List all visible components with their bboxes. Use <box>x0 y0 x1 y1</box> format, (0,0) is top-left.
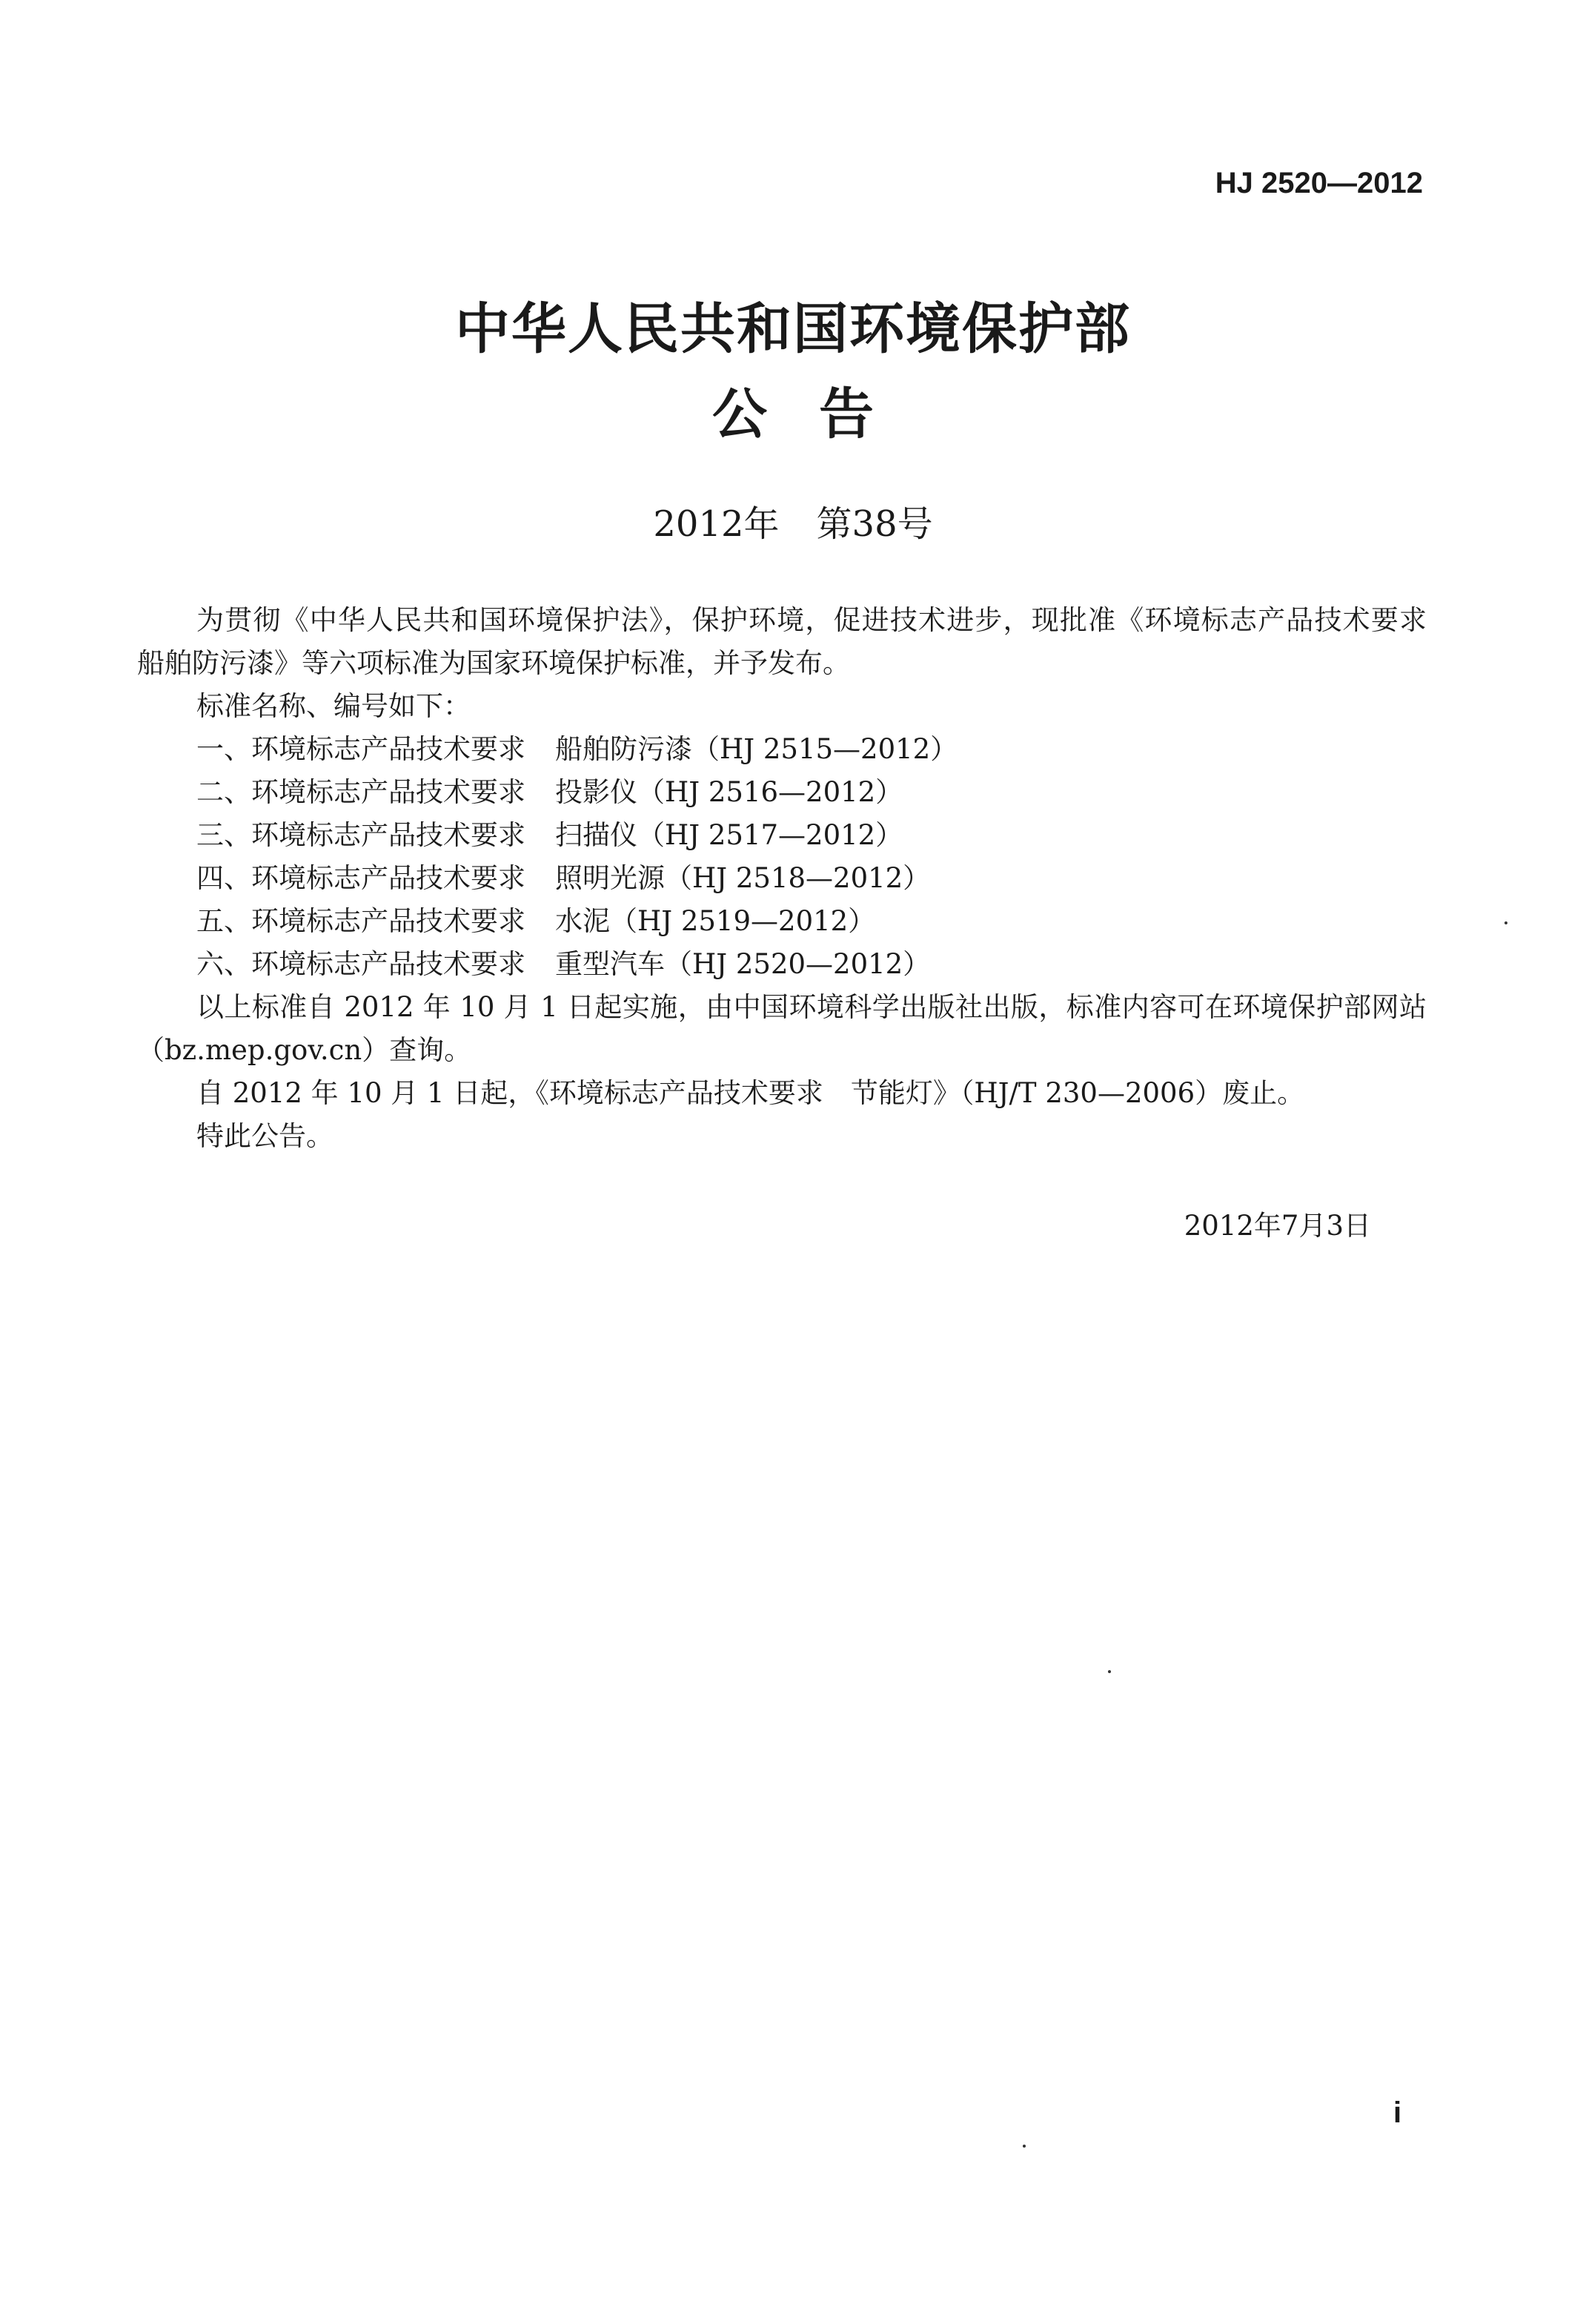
list-item-name: 照明光源（HJ 2518—2012） <box>555 862 931 894</box>
list-item <box>137 943 1427 986</box>
list-item-name: 水泥（HJ 2519—2012） <box>555 905 876 937</box>
issue-sequence: 第38号 <box>816 503 933 545</box>
issue-year: 2012年 <box>653 503 780 545</box>
list-item <box>137 857 1427 900</box>
repeal-paragraph: 自 2012 年 10 月 1 日起，《环境标志产品技术要求 节能灯》（HJ/T 230—2006）废止。 <box>196 1077 1305 1109</box>
list-item-name: 扫描仪（HJ 2517—2012） <box>555 819 903 851</box>
implementation-paragraph: 以上标准自 2012 年 10 月 1 日起实施，由中国环境科学出版社出版，标准内容可在环境保护部网站（bz.mep.gov.cn）查询。 <box>137 991 1427 1066</box>
list-item <box>137 900 1427 943</box>
list-item-prefix: 六、环境标志产品技术要求 <box>196 948 525 980</box>
list-item-prefix: 四、环境标志产品技术要求 <box>196 862 525 894</box>
list-item-name: 船舶防污漆（HJ 2515—2012） <box>555 733 958 765</box>
list-item <box>137 728 1427 771</box>
scan-speck <box>1108 1670 1111 1673</box>
list-item-prefix: 一、环境标志产品技术要求 <box>196 733 525 765</box>
list-item-prefix: 二、环境标志产品技术要求 <box>196 776 525 808</box>
issue-number <box>0 495 1586 546</box>
list-item-name: 重型汽车（HJ 2520—2012） <box>555 948 931 980</box>
list-item-name: 投影仪（HJ 2516—2012） <box>555 776 903 808</box>
list-item <box>137 771 1427 814</box>
scan-speck <box>1504 921 1507 924</box>
closing-line: 特此公告。 <box>196 1120 334 1152</box>
list-item-prefix: 五、环境标志产品技术要求 <box>196 905 525 937</box>
document-type: 公告 <box>712 383 926 446</box>
issue-date: 2012年7月3日 <box>1184 1210 1371 1242</box>
page-title: 中华人民共和国环境保护部 <box>455 297 1131 361</box>
list-heading: 标准名称、编号如下： <box>196 690 471 722</box>
page-number: i <box>1393 2096 1402 2129</box>
list-item-prefix: 三、环境标志产品技术要求 <box>196 819 525 851</box>
intro-paragraph: 为贯彻《中华人民共和国环境保护法》，保护环境，促进技术进步，现批准《环境标志产品技术要求 船舶防污漆》等六项标准为国家环境保护标准，并予发布。 <box>137 604 1454 679</box>
announcement-body <box>137 599 1454 1158</box>
scan-speck <box>1023 2145 1026 2148</box>
standard-code: HJ 2520—2012 <box>1215 167 1423 199</box>
list-item <box>137 814 1427 857</box>
